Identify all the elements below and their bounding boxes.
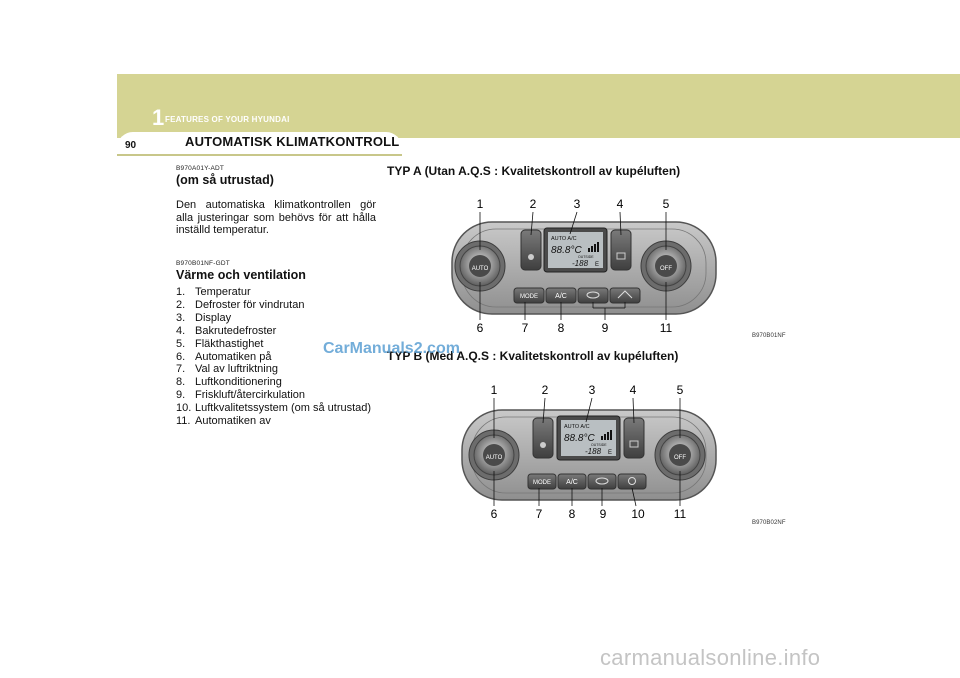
ac-label: A/C [555,293,567,300]
callout: 1 [490,383,498,397]
auto-label: AUTO [485,455,503,461]
header-band [117,74,960,138]
list-item [176,389,376,402]
list-item [176,299,376,312]
list-item [176,325,376,338]
list-item-text: Defroster för vindrutan [195,298,305,311]
list-item-text: Luftkvalitetssystem (om så utrustad) [195,402,372,415]
list-item [176,286,376,299]
list-item-number: 2. [176,298,186,311]
mode-label: MODE [520,294,538,300]
callout: 6 [490,507,498,521]
callout: 1 [476,197,484,211]
callout: 8 [568,507,576,521]
list-item-number: 9. [176,389,186,402]
display-temp: 88.8°C [564,433,595,444]
callout: 7 [521,321,529,335]
callout: 10 [631,507,645,521]
callout: 4 [629,383,637,397]
list-item-text: Luftkonditionering [195,376,282,389]
callout: 11 [673,507,687,521]
section-rule [117,154,402,156]
chapter-title: FEATURES OF YOUR HYUNDAI [165,115,290,124]
list-item [176,376,376,389]
callout: 5 [662,197,670,211]
intro-code: B970A01Y-ADT [176,165,225,172]
list-item [176,312,376,325]
section-title: AUTOMATISK KLIMATKONTROLL [185,134,400,149]
list-item-number: 8. [176,376,186,389]
type-b-caption: TYP B (Med A.Q.S : Kvalitetskontroll av kupéluften) [387,349,679,363]
display-mode: AUTO A/C [564,424,590,430]
callout: 8 [557,321,565,335]
list-item-number: 6. [176,350,186,363]
callout: 3 [588,383,596,397]
list-item-text: Automatiken av [195,415,271,428]
footer-url[interactable]: carmanualsonline.info [600,645,821,670]
callout: 11 [659,321,673,335]
list-item-number: 1. [176,286,186,298]
list-item-number: 10. [176,402,192,415]
heat-code: B970B01NF-GDT [176,260,230,267]
list-item-text: Bakrutedefroster [195,324,277,337]
mode-label: MODE [533,480,551,486]
list-item-text: Automatiken på [195,350,272,363]
list-item-number: 5. [176,337,186,350]
list-item-text: Val av luftriktning [195,363,278,376]
list-item [176,402,376,415]
climate-panel-type-b [440,376,800,524]
list-item [176,363,376,376]
chapter-number: 1 [152,105,165,130]
list-item-text: Temperatur [195,286,251,298]
auto-label: AUTO [471,266,489,272]
climate-panel-type-a [440,190,800,338]
callout: 5 [676,383,684,397]
list-item-text: Display [195,311,232,324]
display-unit: E [608,450,613,456]
list-item-number: 7. [176,363,186,376]
off-label: OFF [660,266,672,272]
list-item [176,415,376,428]
display-unit: E [595,262,600,268]
callout: 9 [601,321,609,335]
display-mode: AUTO A/C [551,236,577,242]
figure-a-code: B970B01NF [752,333,786,339]
display-out-temp: -188 [585,447,602,456]
list-item-number: 3. [176,311,186,324]
callout: 4 [616,197,624,211]
watermark: CarManuals2.com [323,340,460,357]
type-a-caption: TYP A (Utan A.Q.S : Kvalitetskontroll av kupéluften) [387,164,681,178]
heat-heading: Värme och ventilation [176,268,306,282]
list-item-text: Fläkthastighet [195,337,264,350]
display-out-temp: -188 [572,259,589,268]
intro-heading: (om så utrustad) [176,173,274,187]
page-number: 90 [125,140,137,151]
callout: 9 [599,507,607,521]
display-temp: 88.8°C [551,245,582,256]
list-item-text: Friskluft/återcirkulation [195,389,306,402]
display-outside: OUTSIDE [578,255,594,259]
callout: 2 [529,197,537,211]
list-item-number: 4. [176,324,186,337]
callout: 7 [535,507,543,521]
ac-label: A/C [566,479,578,486]
callout: 3 [573,197,581,211]
callout: 2 [541,383,549,397]
intro-body: Den automatiska klimatkontrollen gör alla justeringar som behövs för att hålla inställd temperatur. [176,199,376,236]
callout: 6 [476,321,484,335]
display-outside: OUTSIDE [591,443,607,447]
list-item-number: 11. [176,415,191,428]
figure-b-code: B970B02NF [752,520,786,526]
off-label: OFF [674,455,686,461]
